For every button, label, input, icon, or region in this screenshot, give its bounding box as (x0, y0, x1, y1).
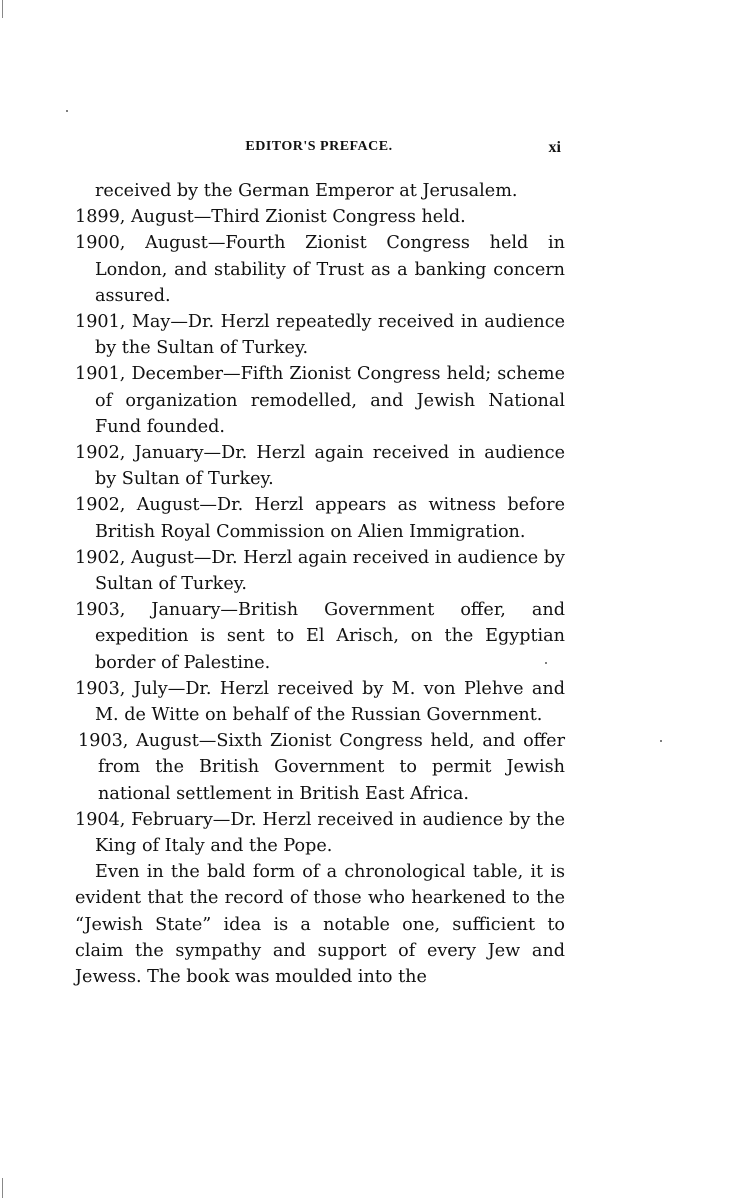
chronology-entry: 1903, July—Dr. Herzl received by M. von Plehve and M. de Witte on behalf of the Russian Government. (75, 678, 565, 726)
chronology-entry: 1902, August—Dr. Herzl again received in audience by Sultan of Turkey. (75, 547, 565, 595)
scan-edge-mark (2, 1178, 3, 1198)
chronology-entry: 1903, January—British Government offer, and expedition is sent to El Arisch, on the Egyptian border of Palestine. (75, 600, 565, 673)
chronology-entry: 1899, August—Third Zionist Congress held. (75, 207, 466, 228)
chronology-entry: 1901, December—Fifth Zionist Congress held; scheme of organization remodelled, and Jewish National Fund founded. (75, 364, 565, 437)
chronology-entry: 1902, January—Dr. Herzl again received in audience by Sultan of Turkey. (75, 443, 565, 490)
page-number: xi (548, 139, 561, 156)
body-paragraph: Even in the bald form of a chronological table, it is evident that the record of those who hearkened to the “Jewish State” idea is a notable one, sufficient to claim the sympathy and support of every Jew and Jewess. The book was moulded into the (75, 862, 565, 988)
scan-edge-mark (2, 0, 3, 18)
chronology-entry: 1903, August—Sixth Zionist Congress held, and offer from the British Government to permit Jewish national settlement in British East Africa. (78, 731, 565, 804)
chronology-entry: 1902, August—Dr. Herzl appears as witness before British Royal Commission on Alien Immigration. (75, 495, 565, 542)
chronology-entry: 1900, August—Fourth Zionist Congress held in London, and stability of Trust as a banking concern assured. (75, 233, 565, 306)
running-title: EDITOR'S PREFACE. (245, 139, 393, 154)
running-header (75, 139, 563, 163)
scan-speck (660, 740, 662, 742)
scan-speck (66, 110, 68, 112)
chronology-entry: 1901, May—Dr. Herzl repeatedly received in audience by the Sultan of Turkey. (75, 312, 565, 359)
chronology-entry: received by the German Emperor at Jerusalem. (95, 181, 518, 201)
body-text (75, 178, 565, 990)
chronology-entry: 1904, February—Dr. Herzl received in audience by the King of Italy and the Pope. (75, 809, 565, 857)
